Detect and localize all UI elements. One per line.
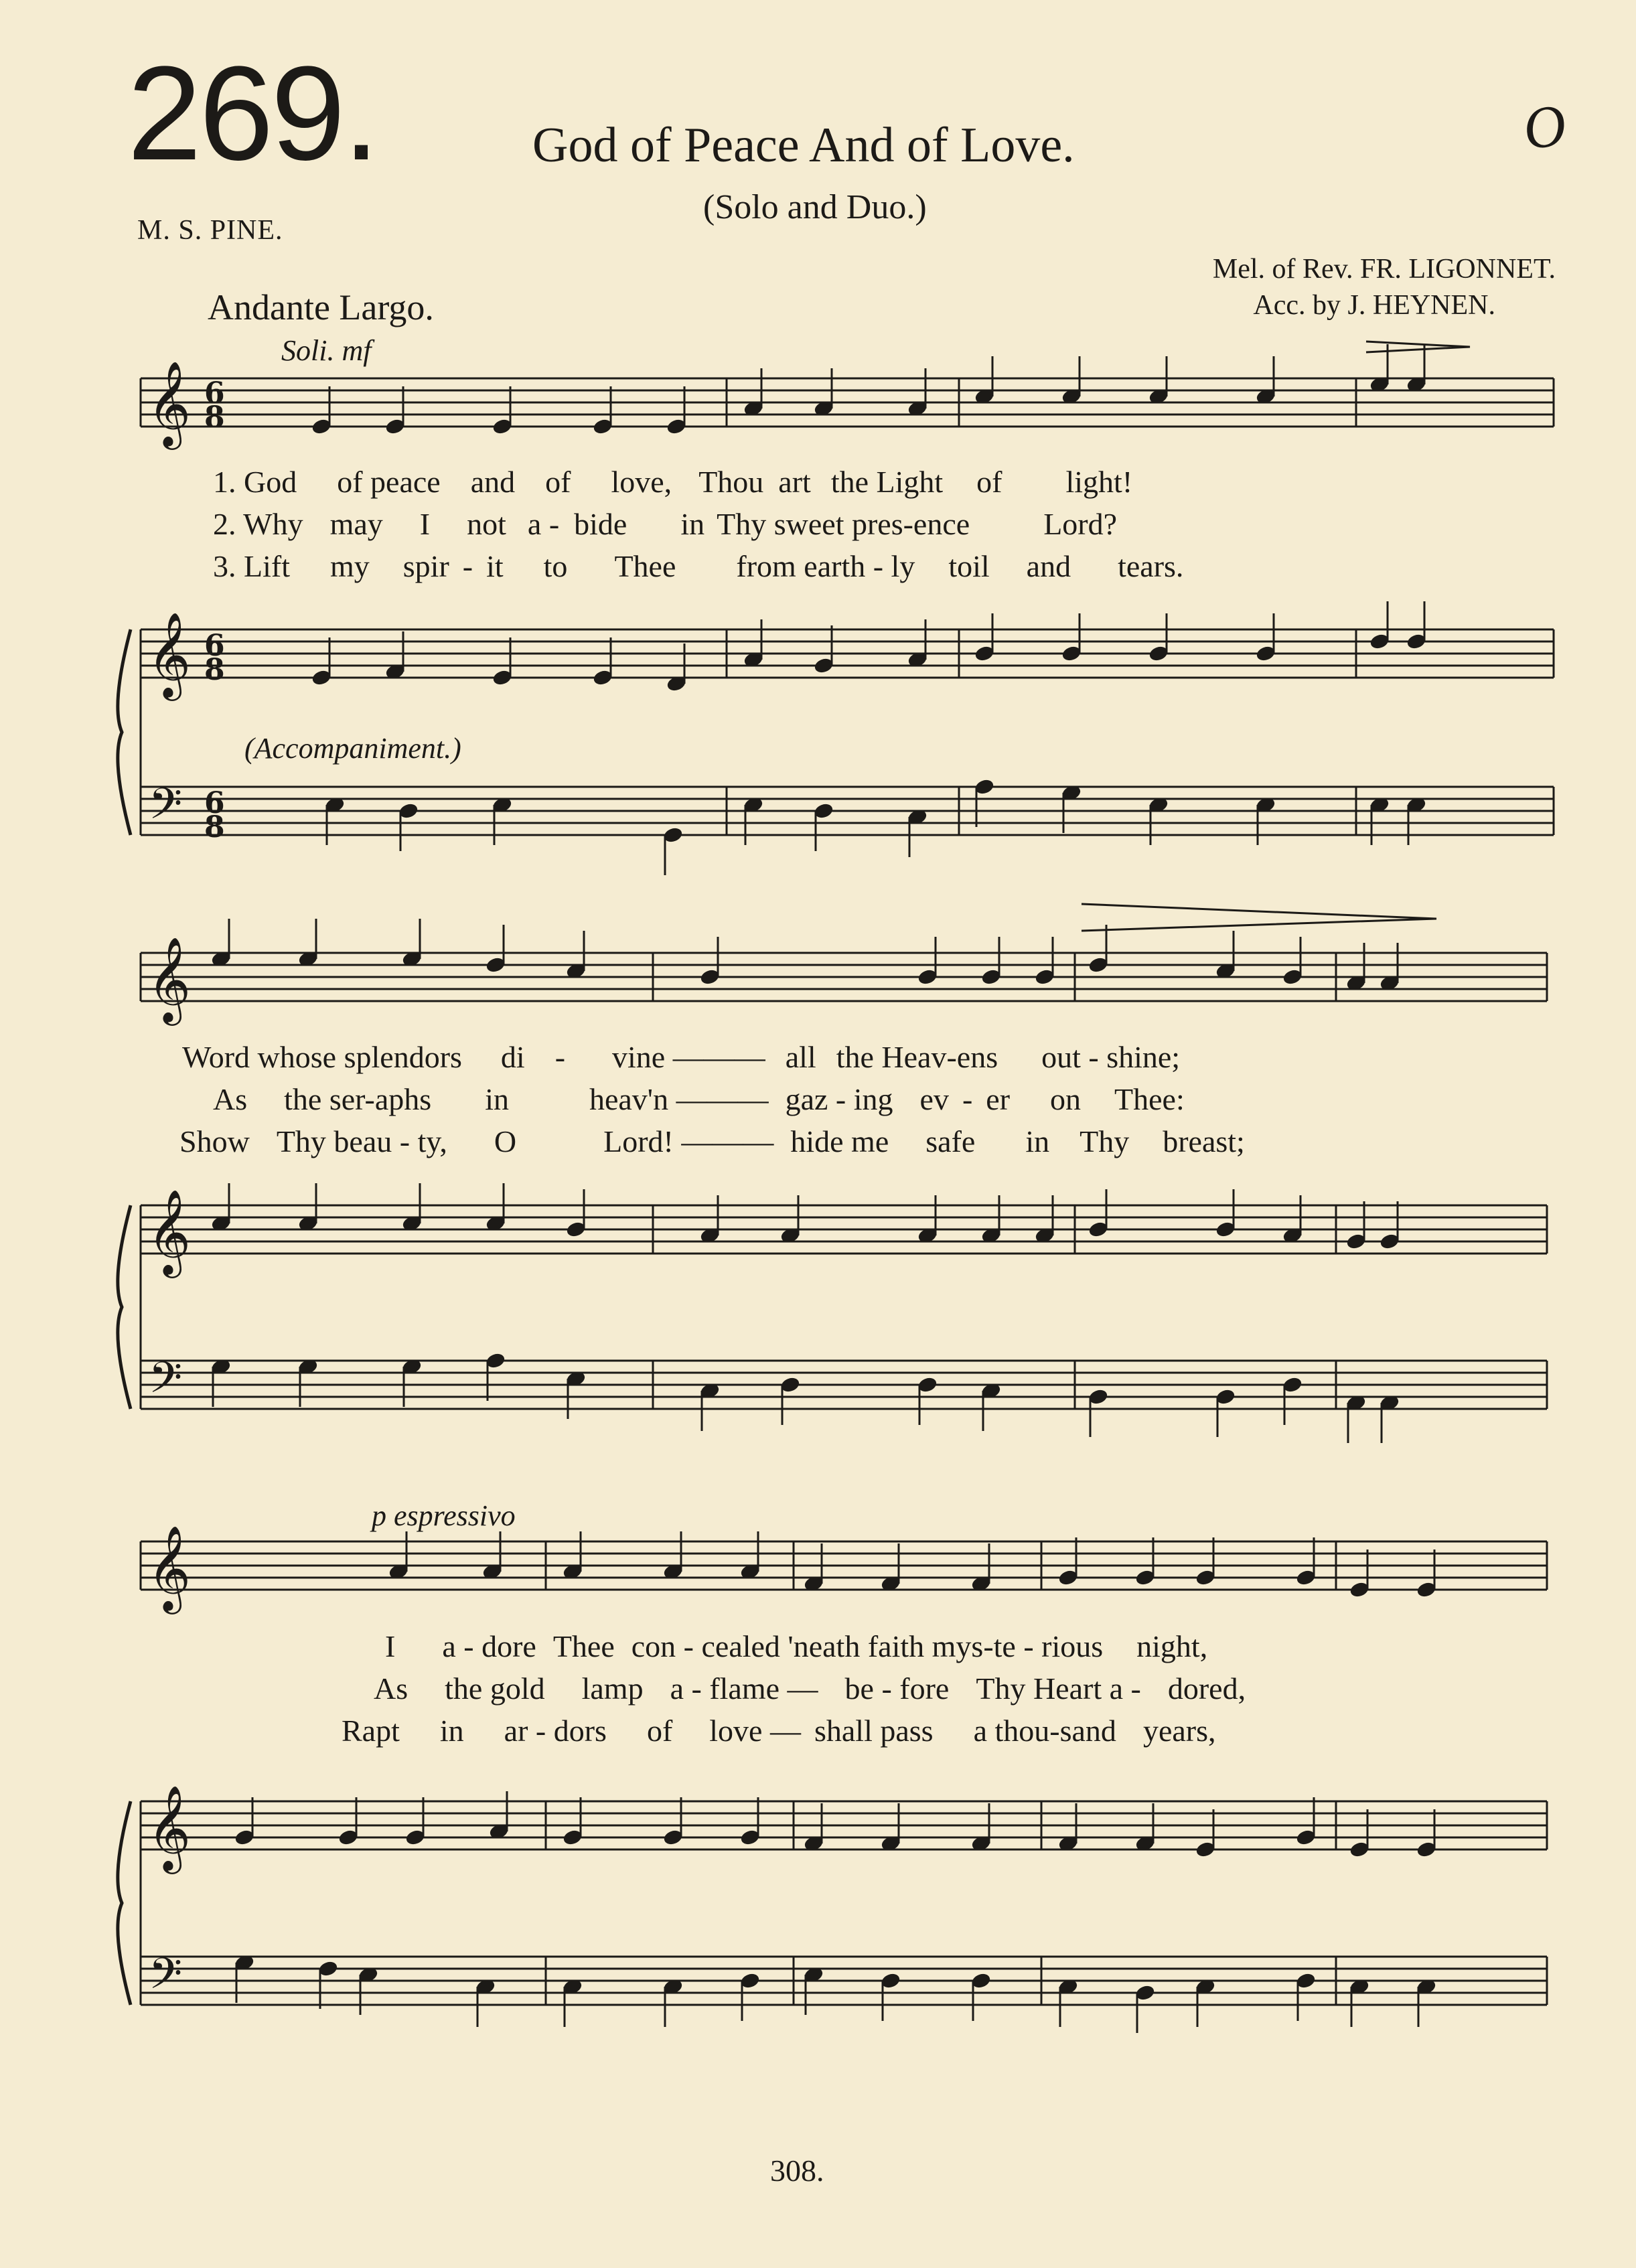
lyric-line: I a - dore Thee con - cealed 'neath faith mys-te - rious night, — [385, 1629, 1208, 1663]
lyric-line: Rapt in ar - dors of love — shall pass a thou-sand years, — [342, 1714, 1216, 1748]
treble-clef: 𝄞 — [147, 611, 192, 697]
lyric-line: Show Thy beau - ty, O Lord! ——— hide me safe in Thy breast; — [179, 1124, 1245, 1158]
treble-clef: 𝄞 — [147, 1525, 192, 1610]
time-signature: 8 — [204, 653, 225, 687]
tempo-marking: Andante Largo. — [208, 287, 434, 327]
lyric-line: Word whose splendors di - vine ——— all the Heav-ens out - shine; — [182, 1040, 1181, 1074]
treble-clef: 𝄞 — [147, 360, 192, 446]
bass-clef: 𝄢 — [149, 779, 183, 840]
accompaniment-credit: Acc. by J. HEYNEN. — [1253, 290, 1495, 321]
decrescendo-hairpin — [1082, 904, 1436, 931]
bass-clef: 𝄢 — [149, 1353, 183, 1414]
lyric-line: 2. Why may I not a - bide in Thy sweet pres-ence Lord? — [213, 507, 1118, 541]
time-signature: 6 — [204, 376, 225, 410]
time-signature: 6 — [204, 786, 225, 820]
time-signature: 8 — [204, 810, 225, 844]
decrescendo-hairpin — [1366, 342, 1470, 352]
treble-clef: 𝄞 — [147, 936, 192, 1022]
lyric-line: As the ser-aphs in heav'n ——— gaz - ing ev - er on Thee: — [213, 1082, 1185, 1116]
hymn-subtitle: (Solo and Duo.) — [703, 188, 927, 226]
soli-dynamic: Soli. mf — [281, 334, 372, 367]
bass-clef: 𝄢 — [149, 1949, 183, 2010]
time-signature: 6 — [204, 629, 225, 663]
lyricist-credit: M. S. PINE. — [137, 215, 283, 246]
page-number: 308. — [770, 2153, 824, 2188]
lyric-line: 3. Lift my spir - it to Thee from earth - ly toil and tears. — [213, 549, 1184, 583]
espressivo-dynamic: p espressivo — [372, 1499, 516, 1532]
hymn-title: God of Peace And of Love. — [532, 118, 1075, 173]
accompaniment-label: (Accompaniment.) — [244, 732, 461, 765]
lyric-line: 1. God of peace and of love, Thou art the Light of light! — [213, 465, 1133, 499]
piano-brace — [118, 1205, 131, 1409]
hymn-number: 269. — [127, 39, 378, 188]
treble-clef: 𝄞 — [147, 1785, 192, 1870]
piano-brace — [118, 1801, 131, 2005]
time-signature: 8 — [204, 400, 225, 435]
melody-credit: Mel. of Rev. FR. LIGONNET. — [1212, 254, 1556, 285]
handwritten-mark: O — [1518, 92, 1572, 163]
treble-clef: 𝄞 — [147, 1189, 192, 1274]
piano-brace — [118, 629, 131, 835]
lyric-line: As the gold lamp a - flame — be - fore Thy Heart a - dored, — [374, 1671, 1246, 1706]
